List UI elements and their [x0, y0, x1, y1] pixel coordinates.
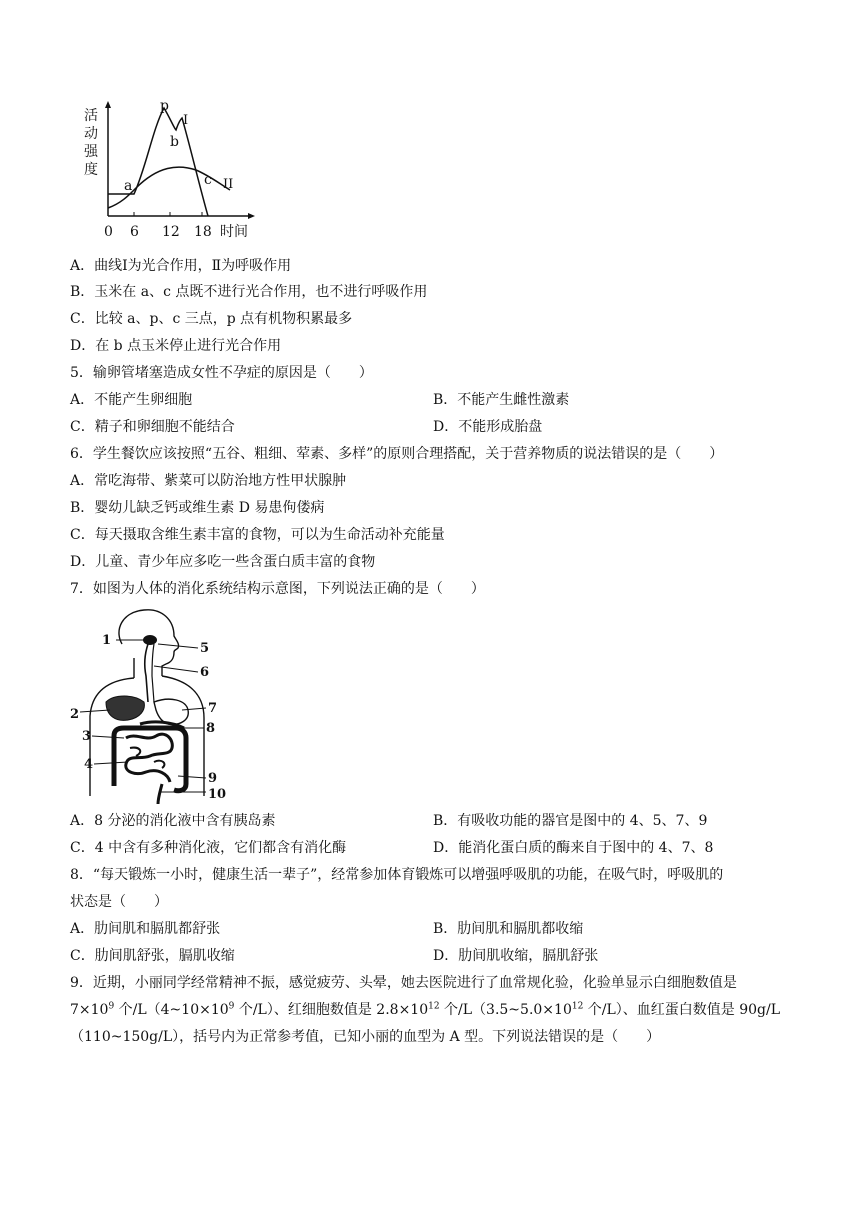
- point-label-p: p: [160, 98, 169, 114]
- diagram-label-1: 1: [102, 633, 112, 648]
- q9-line2: $7\times 10^9$ 个$/L(4\sim 10\times 10^9$ 个/L）、红细胞数值是 $2.8\times 10^{12}$ 个$/L(3.5\sim 5.0\times 10^{12}$ 个/L）、血红蛋白数值是 90g/L: [70, 1001, 781, 1018]
- q7-option-d: D．能消化蛋白质的酶来自于图中的 4、7、8: [433, 840, 714, 856]
- q5-option-c: C．精子和卵细胞不能结合: [70, 419, 235, 435]
- activity-intensity-graph: [78, 98, 268, 243]
- x-tick-label: 12: [162, 224, 180, 240]
- diagram-label-2: 2: [70, 707, 80, 722]
- q8-stem-line1: 8．“每天锻炼一小时，健康生活一辈子”，经常参加体育锻炼可以增强呼吸肌的功能，在吸气时，呼吸肌的: [70, 867, 724, 883]
- q5-option-d: D．不能形成胎盘: [433, 419, 543, 435]
- diagram-label-5: 5: [200, 641, 210, 656]
- diagram-label-4: 4: [84, 757, 94, 772]
- q8-option-c: C．肋间肌舒张，膈肌收缩: [70, 948, 235, 964]
- x-tick-label: 6: [130, 224, 139, 240]
- x-axis-label: 时间: [220, 224, 248, 240]
- y-label-char: 度: [84, 162, 98, 178]
- point-label-b: b: [170, 134, 179, 150]
- curve-label-2: II: [223, 177, 234, 192]
- q4-option-a: A．曲线Ⅰ为光合作用，Ⅱ为呼吸作用: [70, 258, 292, 274]
- q4-option-d: D．在 b 点玉米停止进行光合作用: [70, 338, 282, 354]
- q6-option-b: B．婴幼儿缺乏钙或维生素 D 易患佝偻病: [70, 500, 325, 516]
- digestive-system-diagram: [70, 606, 240, 806]
- y-label-char: 强: [84, 144, 98, 160]
- y-label-char: 动: [84, 126, 98, 142]
- curve-label-1: I: [183, 113, 189, 128]
- q4-option-c: C．比较 a、p、c 三点，p 点有机物积累最多: [70, 311, 353, 327]
- q8-option-b: B．肋间肌和膈肌都收缩: [433, 921, 584, 937]
- q7-option-b: B．有吸收功能的器官是图中的 4、5、7、9: [433, 813, 708, 829]
- q6-stem: 6．学生餐饮应该按照“五谷、粗细、荤素、多样”的原则合理搭配，关于营养物质的说法错误的是（ ）: [70, 446, 724, 462]
- point-label-a: a: [124, 178, 133, 194]
- x-axis-arrow: [248, 213, 255, 219]
- q6-option-c: C．每天摄取含维生素丰富的食物，可以为生命活动补充能量: [70, 527, 445, 543]
- diagram-label-3: 3: [82, 729, 92, 744]
- q6-option-a: A．常吃海带、紫菜可以防治地方性甲状腺肿: [70, 473, 347, 489]
- diagram-label-7: 7: [208, 701, 218, 716]
- y-axis-arrow: [105, 101, 111, 108]
- q7-option-a: A．8 分泌的消化液中含有胰岛素: [70, 813, 276, 829]
- x-tick-label: 0: [104, 224, 113, 240]
- q8-option-d: D．肋间肌收缩，膈肌舒张: [433, 948, 599, 964]
- diagram-label-10: 10: [208, 787, 227, 802]
- q5-option-a: A．不能产生卵细胞: [70, 392, 193, 408]
- q4-option-b: B．玉米在 a、c 点既不进行光合作用，也不进行呼吸作用: [70, 284, 428, 300]
- q5-option-b: B．不能产生雌性激素: [433, 392, 570, 408]
- q7-option-c: C．4 中含有多种消化液，它们都含有消化酶: [70, 840, 347, 856]
- q6-option-d: D．儿童、青少年应多吃一些含蛋白质丰富的食物: [70, 554, 376, 570]
- q5-stem: 5．输卵管堵塞造成女性不孕症的原因是（ ）: [70, 365, 373, 381]
- q7-stem: 7．如图为人体的消化系统结构示意图，下列说法正确的是（ ）: [70, 581, 485, 597]
- diagram-label-8: 8: [206, 721, 216, 736]
- point-label-c: c: [204, 172, 212, 188]
- y-label-char: 活: [84, 108, 98, 124]
- diagram-label-6: 6: [200, 665, 210, 680]
- q9-line1: 9．近期，小丽同学经常精神不振，感觉疲劳、头晕，她去医院进行了血常规化验，化验单显示白细胞数值是: [70, 975, 737, 991]
- diagram-label-9: 9: [208, 771, 218, 786]
- x-tick-label: 18: [194, 224, 212, 240]
- q8-option-a: A．肋间肌和膈肌都舒张: [70, 921, 221, 937]
- q8-stem-line2: 状态是（ ）: [70, 894, 168, 910]
- q9-line3: （110~150g/L），括号内为正常参考值，已知小丽的血型为 A 型。下列说法错误的是（ ）: [70, 1029, 661, 1045]
